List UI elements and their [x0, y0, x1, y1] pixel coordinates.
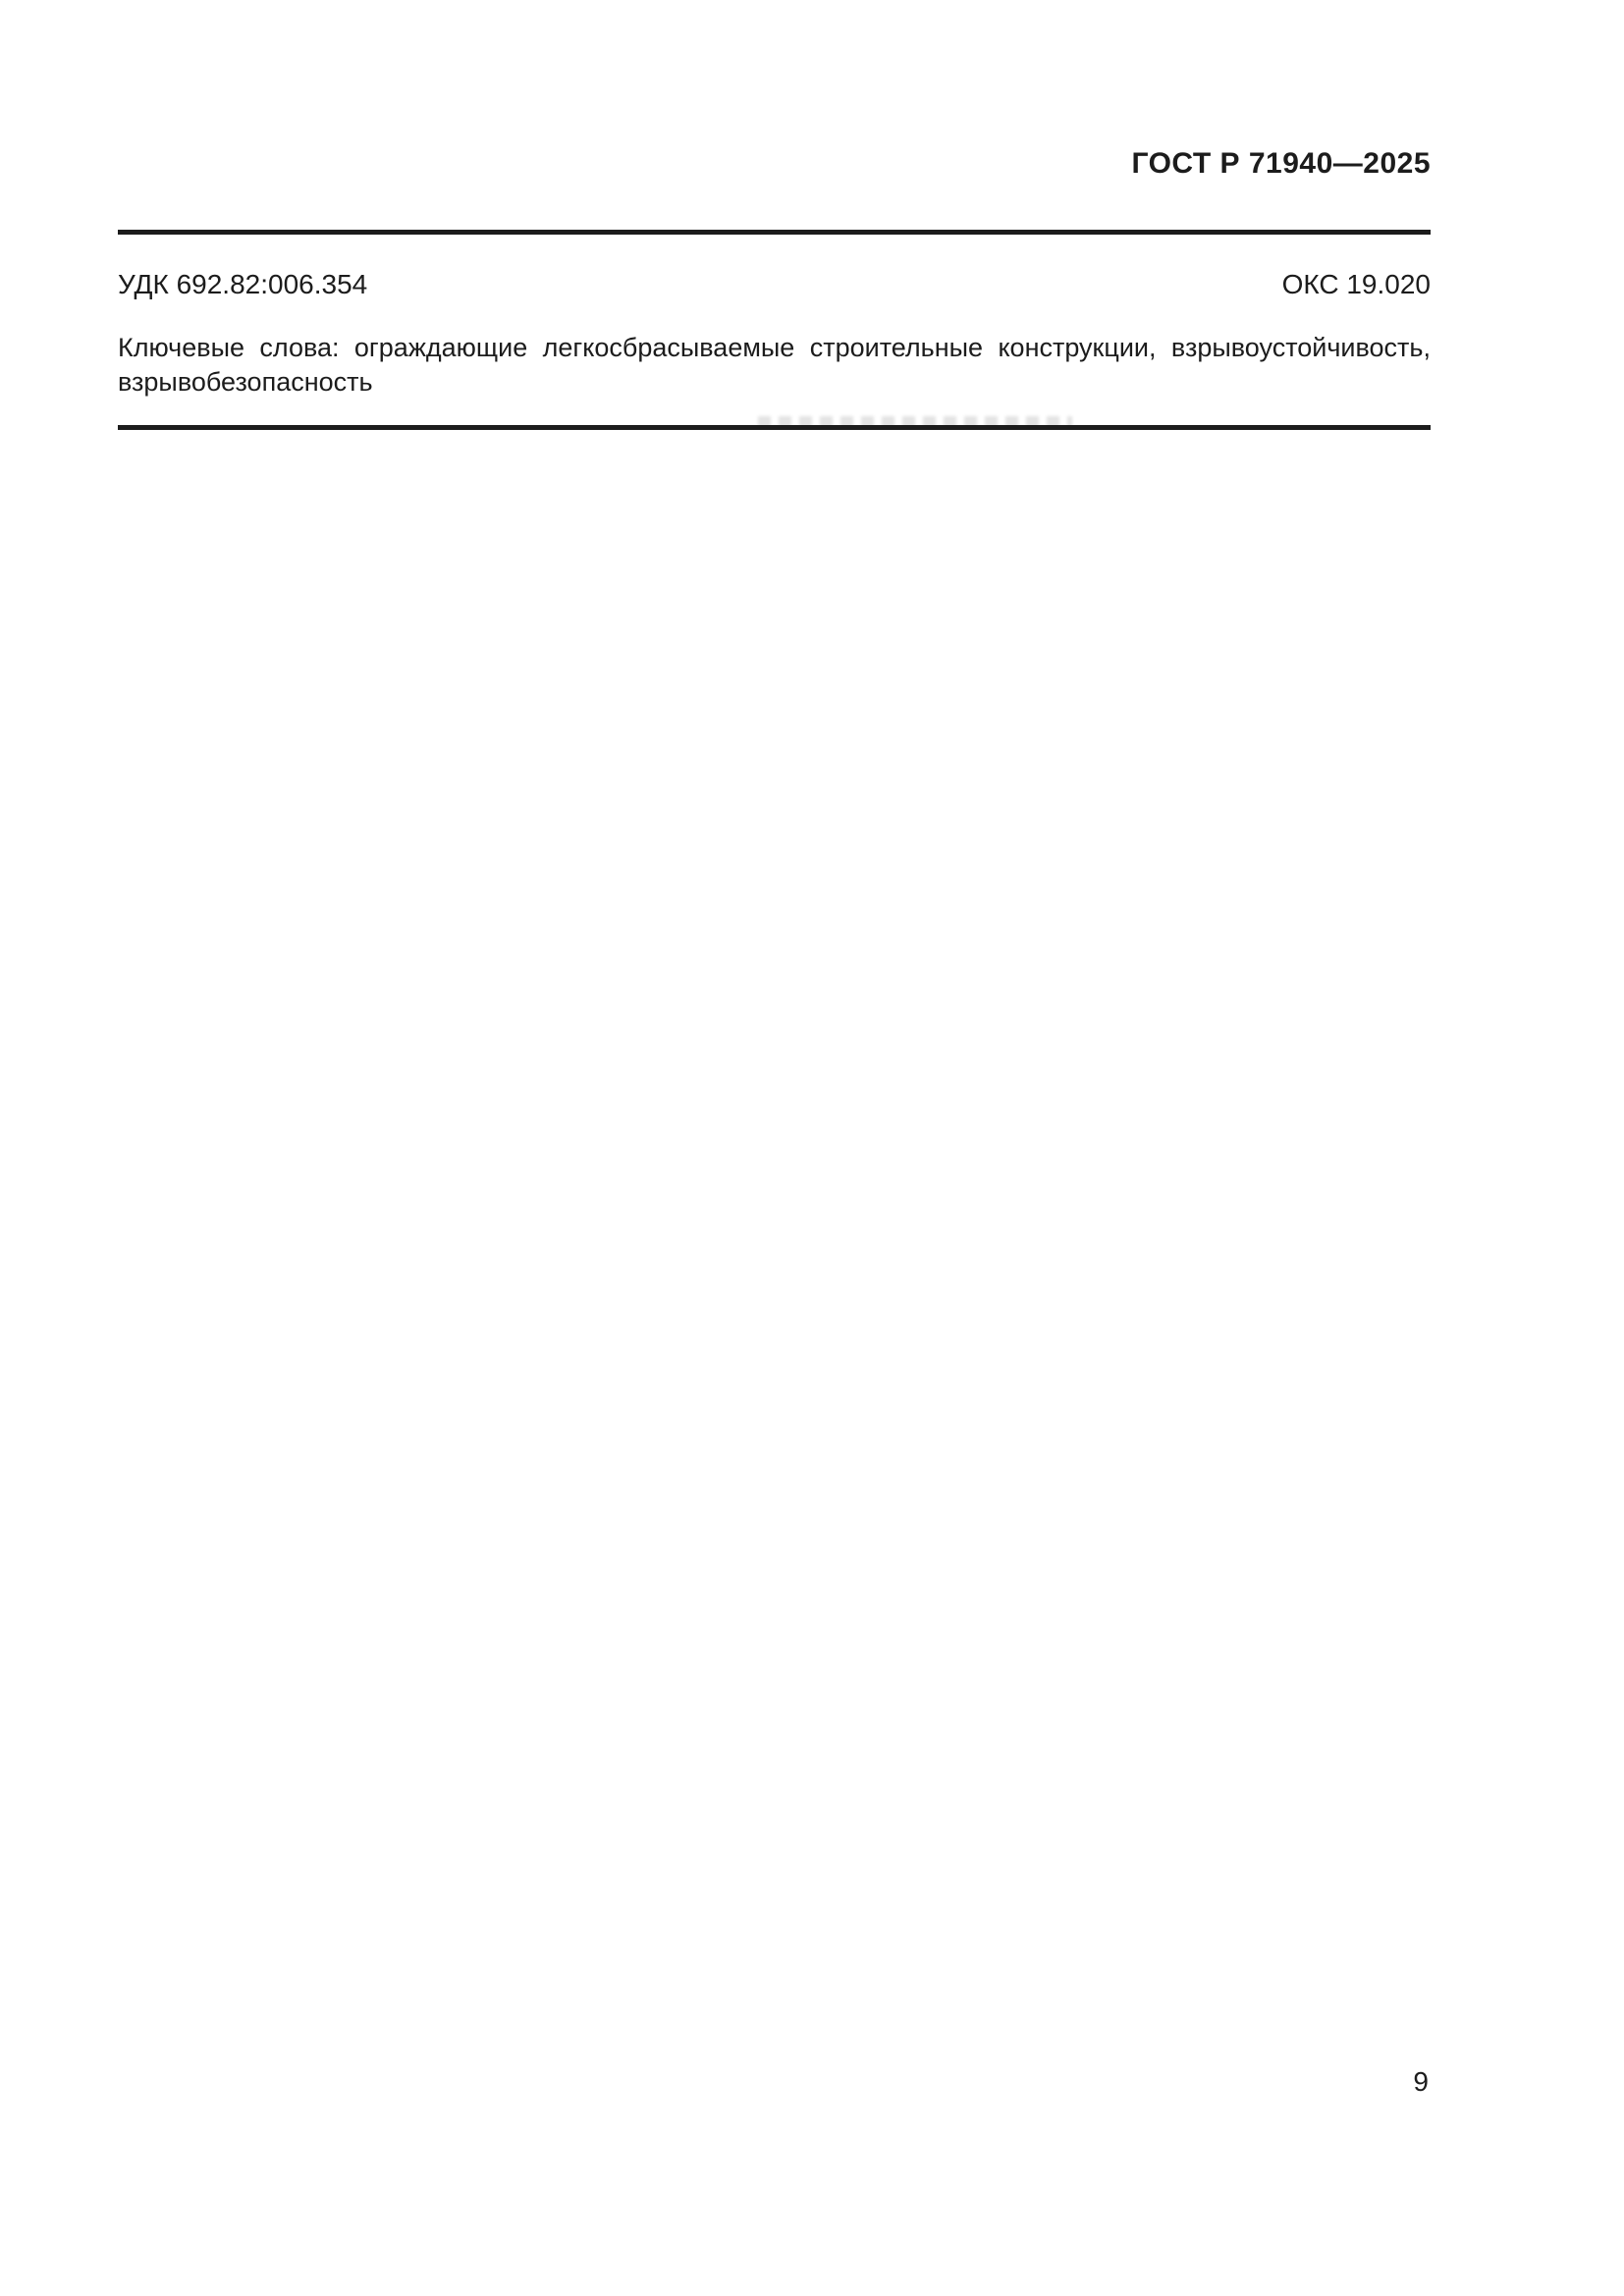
header-rule — [118, 230, 1431, 235]
footer-rule — [118, 425, 1431, 430]
udk-code: УДК 692.82:006.354 — [118, 269, 368, 299]
keywords-line-1: Ключевые слова: ограждающие легкосбрасываемые строительные конструкции, взрывоустойчивость, — [118, 333, 1431, 362]
oks-code: ОКС 19.020 — [1281, 269, 1431, 299]
classification-row — [118, 267, 1431, 301]
keywords-line-2: взрывобезопасность — [118, 367, 373, 397]
keywords-paragraph — [118, 331, 1431, 400]
page-number: 9 — [1413, 2066, 1429, 2097]
standard-code-header: ГОСТ Р 71940—2025 — [1131, 147, 1431, 180]
